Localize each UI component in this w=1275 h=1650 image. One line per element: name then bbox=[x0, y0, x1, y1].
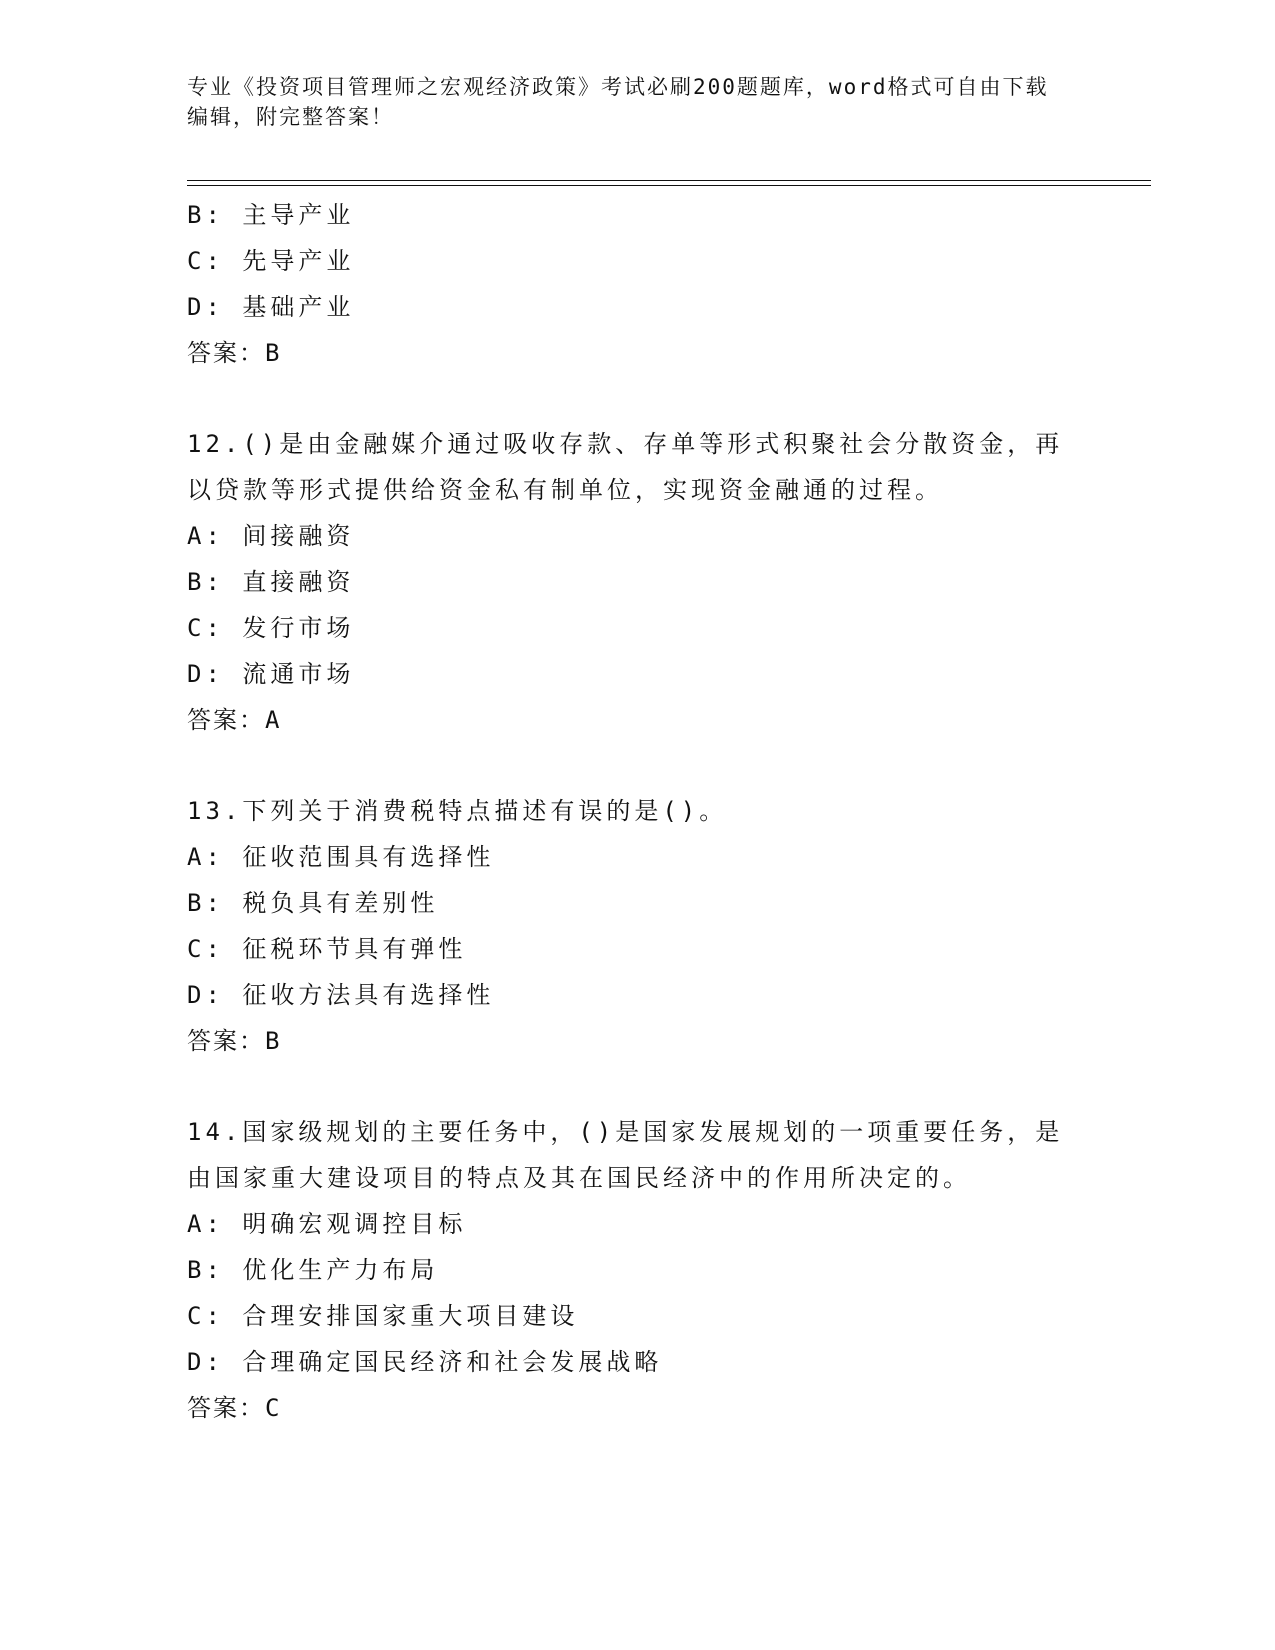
option-a: A: 间接融资 bbox=[187, 522, 355, 550]
option-c: C: 合理安排国家重大项目建设 bbox=[187, 1302, 579, 1330]
question-13 bbox=[187, 788, 1087, 1064]
option-d: D: 流通市场 bbox=[187, 660, 355, 688]
question-list bbox=[187, 192, 1087, 1431]
option-d: D: 征收方法具有选择性 bbox=[187, 981, 495, 1009]
answer-value: B bbox=[265, 1027, 282, 1055]
header-rule-top bbox=[187, 180, 1151, 181]
answer-label: 答案： bbox=[187, 339, 265, 367]
option-c: C: 发行市场 bbox=[187, 614, 355, 642]
answer-line bbox=[187, 697, 1087, 743]
answer-line bbox=[187, 1018, 1087, 1064]
document-header bbox=[187, 72, 1067, 132]
option-d: D: 合理确定国民经济和社会发展战略 bbox=[187, 1348, 663, 1376]
question-stem: 12.()是由金融媒介通过吸收存款、存单等形式积聚社会分散资金，再以贷款等形式提供给资金私有制单位，实现资金融通的过程。 bbox=[187, 430, 1064, 504]
question-stem: 14.国家级规划的主要任务中，()是国家发展规划的一项重要任务，是由国家重大建设项目的特点及其在国民经济中的作用所决定的。 bbox=[187, 1118, 1064, 1192]
option-d: D: 基础产业 bbox=[187, 293, 355, 321]
answer-value: C bbox=[265, 1394, 282, 1422]
option-a: A: 明确宏观调控目标 bbox=[187, 1210, 467, 1238]
option-b: B: 直接融资 bbox=[187, 568, 355, 596]
answer-label: 答案： bbox=[187, 706, 265, 734]
option-c: C: 征税环节具有弹性 bbox=[187, 935, 467, 963]
answer-label: 答案： bbox=[187, 1394, 265, 1422]
header-rule-bottom bbox=[187, 185, 1151, 186]
header-title: 专业《投资项目管理师之宏观经济政策》考试必刷200题题库，word格式可自由下载编辑，附完整答案！ bbox=[187, 75, 1049, 129]
answer-value: B bbox=[265, 339, 282, 367]
option-a: A: 征收范围具有选择性 bbox=[187, 843, 495, 871]
option-c: C: 先导产业 bbox=[187, 247, 355, 275]
question-stem: 13.下列关于消费税特点描述有误的是()。 bbox=[187, 797, 728, 825]
answer-line bbox=[187, 330, 1087, 376]
question-14 bbox=[187, 1109, 1087, 1431]
answer-value: A bbox=[265, 706, 282, 734]
option-b: B: 主导产业 bbox=[187, 201, 355, 229]
answer-label: 答案： bbox=[187, 1027, 265, 1055]
option-b: B: 税负具有差别性 bbox=[187, 889, 439, 917]
option-b: B: 优化生产力布局 bbox=[187, 1256, 439, 1284]
answer-line bbox=[187, 1385, 1087, 1431]
partial-question-11 bbox=[187, 192, 1087, 376]
question-12 bbox=[187, 421, 1087, 743]
